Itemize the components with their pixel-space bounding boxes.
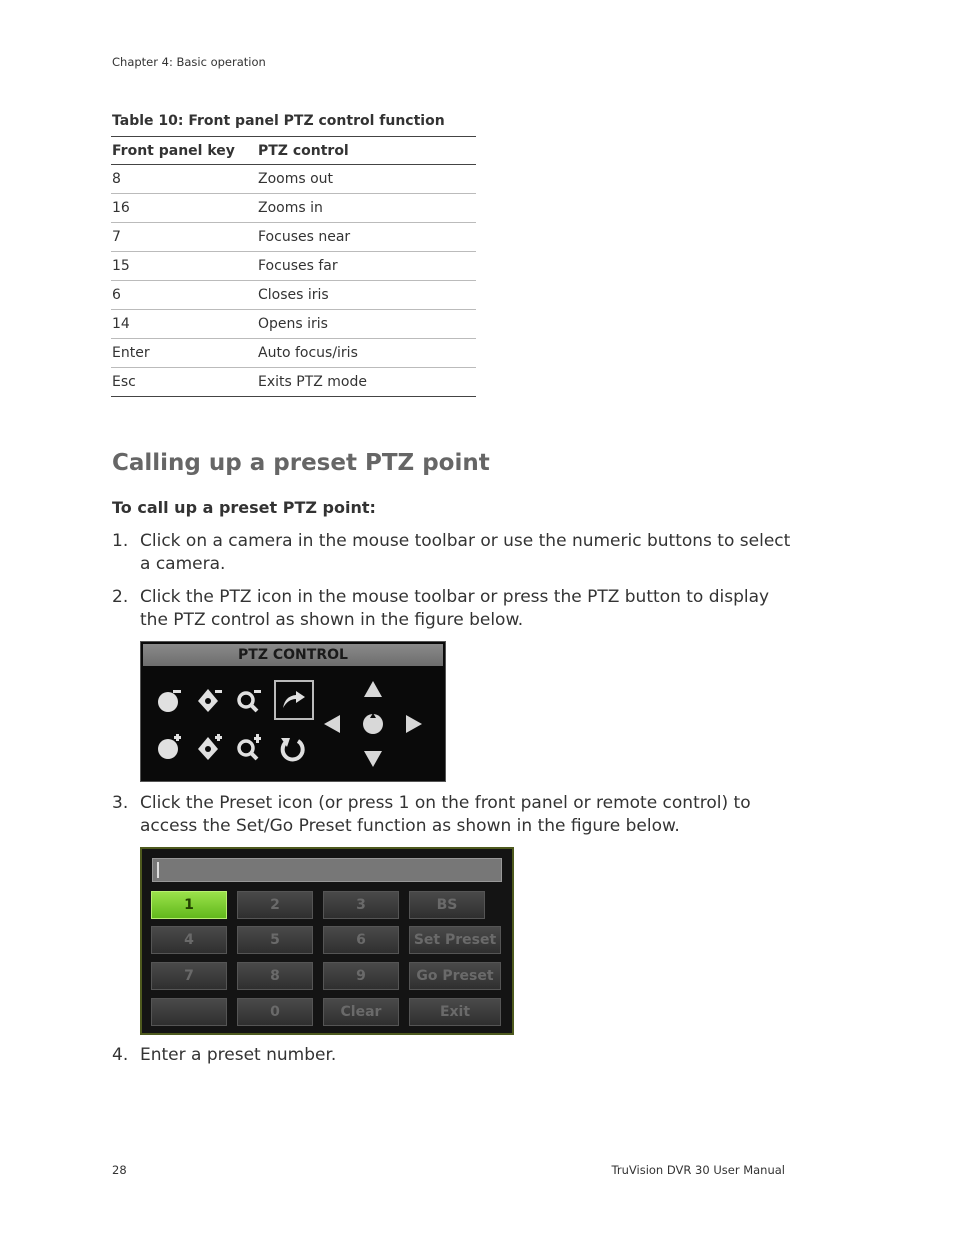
key-3[interactable]: 3: [323, 891, 399, 919]
key-7[interactable]: 7: [151, 962, 227, 990]
text-cursor: [157, 862, 159, 878]
focus-near-icon[interactable]: [195, 686, 223, 714]
control-cell: Opens iris: [257, 310, 476, 339]
table-row: [111, 368, 476, 397]
page-number: 28: [112, 1163, 127, 1177]
key-2[interactable]: 2: [237, 891, 313, 919]
focus-far-icon[interactable]: [195, 734, 223, 762]
manual-title: TruVision DVR 30 User Manual: [611, 1163, 785, 1177]
procedure-title: To call up a preset PTZ point:: [112, 498, 376, 517]
blank-key[interactable]: [151, 998, 227, 1026]
table-row: [111, 310, 476, 339]
section-title: Calling up a preset PTZ point: [112, 450, 490, 476]
key-cell: 8: [111, 165, 257, 194]
exit-button[interactable]: Exit: [409, 998, 501, 1026]
key-cell: 14: [111, 310, 257, 339]
key-1[interactable]: 1: [151, 891, 227, 919]
table-row: [111, 165, 476, 194]
arrow-left-icon[interactable]: [319, 710, 347, 738]
clear-button[interactable]: Clear: [323, 998, 399, 1026]
auto-center-icon[interactable]: [359, 710, 387, 738]
cruise-icon[interactable]: [278, 734, 306, 762]
backspace-button[interactable]: BS: [409, 891, 485, 919]
ptz-function-table: [111, 136, 476, 397]
table-row: [111, 339, 476, 368]
key-6[interactable]: 6: [323, 926, 399, 954]
control-cell: Focuses far: [257, 252, 476, 281]
column-header-key: Front panel key: [111, 137, 257, 165]
step-text: Click the PTZ icon in the mouse toolbar or press the PTZ button to display the PTZ control as shown in the figure below.: [140, 587, 770, 630]
key-0[interactable]: 0: [237, 998, 313, 1026]
preset-keypad-figure: [140, 847, 514, 1035]
step-number: 3.: [112, 793, 129, 813]
control-cell: Zooms in: [257, 194, 476, 223]
key-cell: 6: [111, 281, 257, 310]
key-cell: 16: [111, 194, 257, 223]
set-preset-button[interactable]: Set Preset: [409, 926, 501, 954]
control-cell: Exits PTZ mode: [257, 368, 476, 397]
arrow-up-icon[interactable]: [359, 676, 387, 704]
table-row: [111, 194, 476, 223]
key-cell: Enter: [111, 339, 257, 368]
preset-number-input[interactable]: [152, 858, 502, 882]
table-header-row: [111, 137, 476, 165]
step-number: 4.: [112, 1045, 129, 1065]
key-4[interactable]: 4: [151, 926, 227, 954]
go-preset-button[interactable]: Go Preset: [409, 962, 501, 990]
table-row: [111, 281, 476, 310]
step-text: Click on a camera in the mouse toolbar or use the numeric buttons to select a camera.: [140, 531, 791, 574]
zoom-in-icon[interactable]: [235, 734, 263, 762]
ptz-title: PTZ CONTROL: [238, 647, 348, 663]
step-text: Click the Preset icon (or press 1 on the front panel or remote control) to access the Set/Go Preset function as shown in the figure below.: [140, 793, 751, 836]
key-5[interactable]: 5: [237, 926, 313, 954]
key-8[interactable]: 8: [237, 962, 313, 990]
ptz-control-figure: [140, 641, 446, 782]
iris-close-icon[interactable]: [155, 686, 183, 714]
zoom-out-icon[interactable]: [235, 686, 263, 714]
preset-icon[interactable]: [280, 686, 308, 714]
key-cell: 15: [111, 252, 257, 281]
arrow-right-icon[interactable]: [399, 710, 427, 738]
key-cell: Esc: [111, 368, 257, 397]
table-row: [111, 252, 476, 281]
control-cell: Auto focus/iris: [257, 339, 476, 368]
control-cell: Zooms out: [257, 165, 476, 194]
arrow-down-icon[interactable]: [359, 744, 387, 772]
table-caption: Table 10: Front panel PTZ control function: [112, 113, 445, 129]
ptz-title-bar: [143, 644, 443, 666]
key-9[interactable]: 9: [323, 962, 399, 990]
step-text: Enter a preset number.: [140, 1045, 337, 1065]
key-cell: 7: [111, 223, 257, 252]
control-cell: Closes iris: [257, 281, 476, 310]
step-number: 1.: [112, 531, 129, 551]
control-cell: Focuses near: [257, 223, 476, 252]
table-row: [111, 223, 476, 252]
iris-open-icon[interactable]: [155, 734, 183, 762]
chapter-header: Chapter 4: Basic operation: [112, 55, 266, 69]
column-header-control: PTZ control: [257, 137, 476, 165]
step-number: 2.: [112, 587, 129, 607]
